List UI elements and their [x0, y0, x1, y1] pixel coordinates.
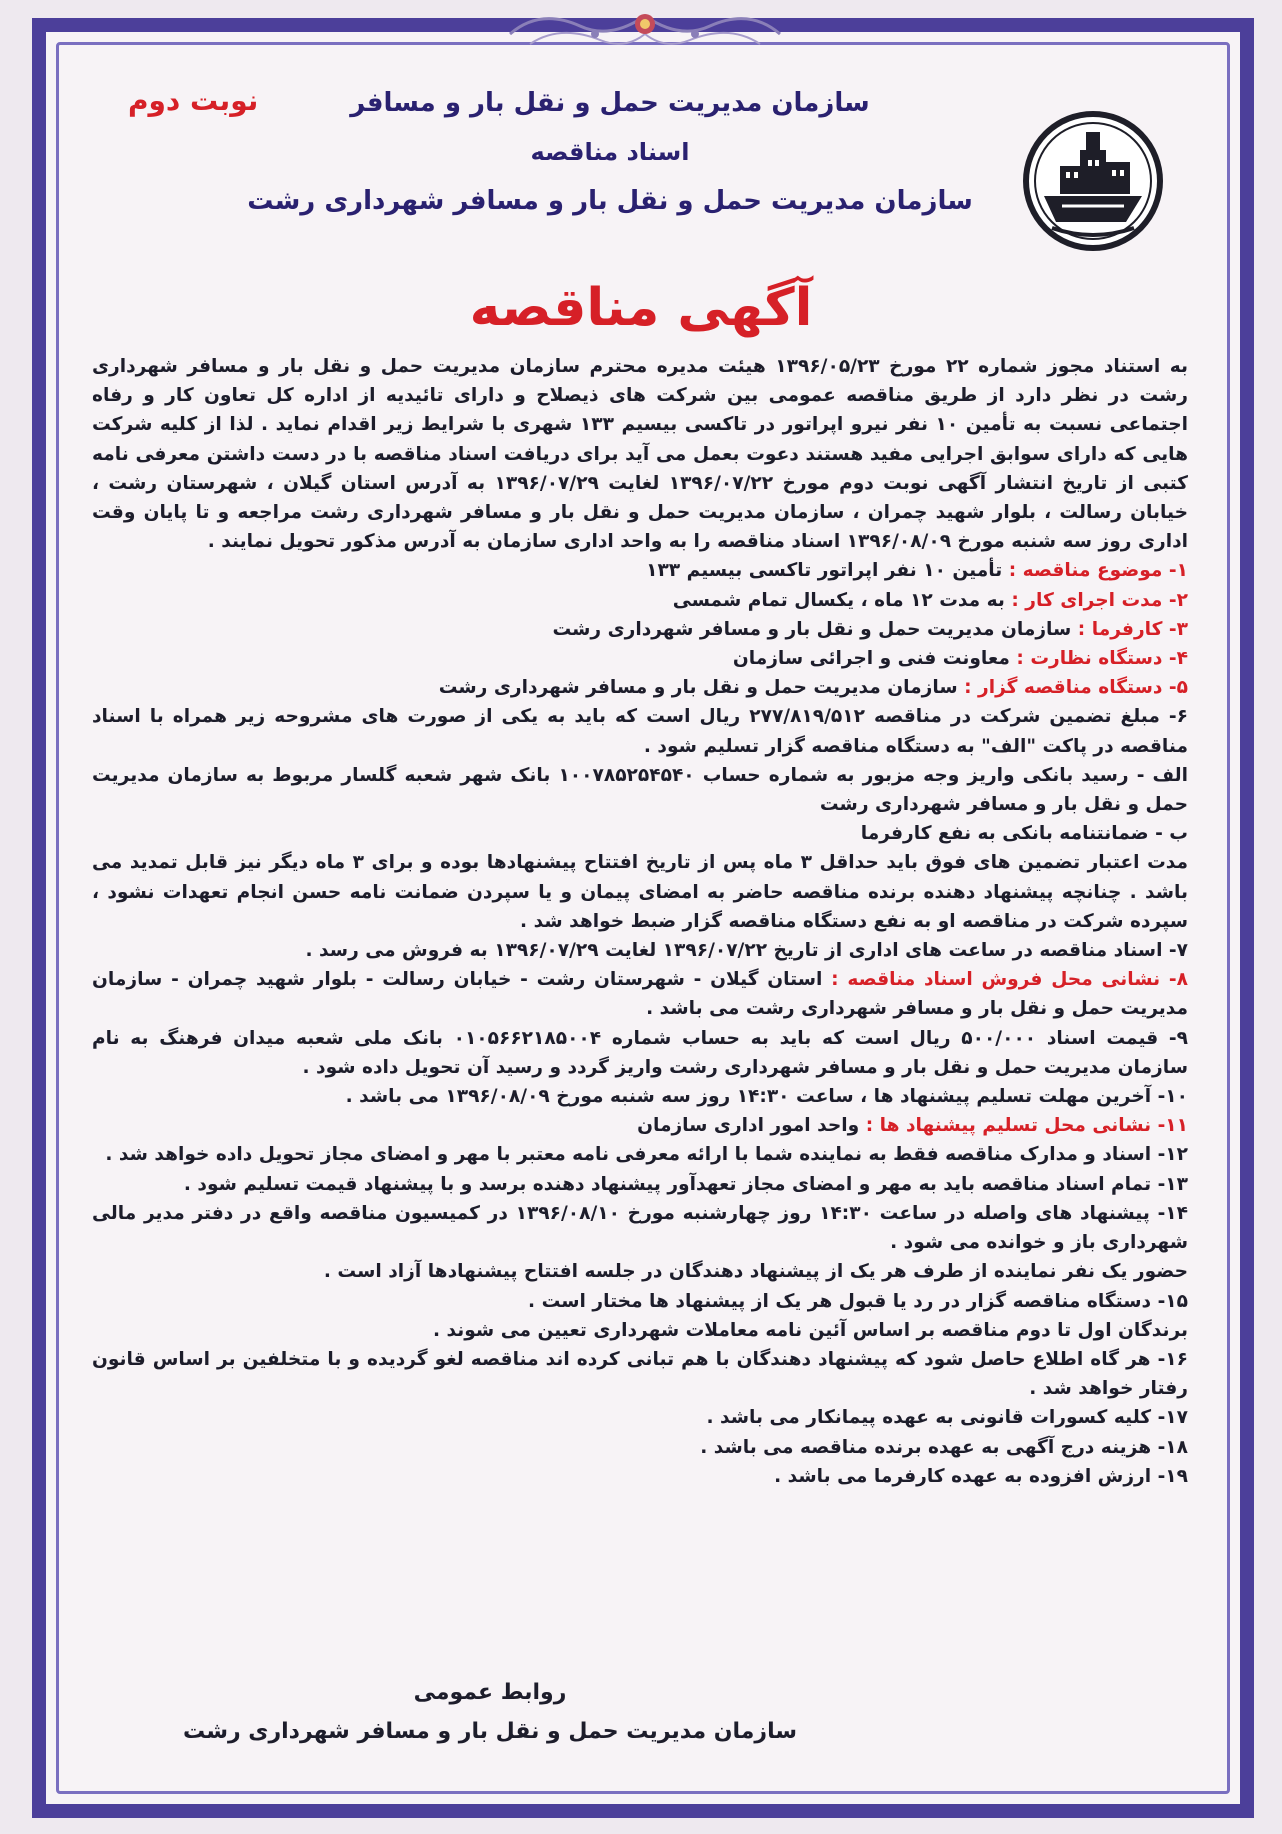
tender-item	[92, 702, 1188, 760]
org-full-line: سازمان مدیریت حمل و نقل بار و مسافر شهرداری رشت	[247, 186, 973, 216]
tender-item-label: ۳- کارفرما :	[1077, 618, 1188, 640]
tender-item	[92, 1257, 1188, 1286]
tender-item-text: استان گیلان - شهرستان رشت - خیابان رسالت - بلوار شهید چمران - سازمان مدیریت حمل و نقل بار و مسافر شهرداری رشت می باشد .	[92, 969, 1188, 1020]
tender-item-text: واحد امور اداری سازمان	[637, 1115, 866, 1137]
tender-item	[92, 673, 1188, 702]
tender-item	[92, 936, 1188, 965]
tender-item-text: ۱۲- اسناد و مدارک مناقصه فقط به نماینده شما با ارائه معرفی نامه معتبر با مهر و امضای مجاز تحویل داده خواهد شد .	[105, 1144, 1188, 1166]
tender-item	[92, 1287, 1188, 1316]
tender-item	[92, 586, 1188, 615]
tender-item	[92, 1199, 1188, 1257]
tender-item-label: ۵- دستگاه مناقصه گزار :	[964, 677, 1188, 699]
tender-item	[92, 1403, 1188, 1432]
tender-item-text: ۱۴- پیشنهاد های واصله در ساعت ۱۴:۳۰ روز چهارشنبه مورخ ۱۳۹۶/۰۸/۱۰ در کمیسیون مناقصه واقع در دفتر مدیر مالی شهرداری باز و خوانده می شود .	[92, 1202, 1188, 1254]
tender-item	[92, 1140, 1188, 1169]
header	[230, 88, 990, 216]
tender-item	[92, 615, 1188, 644]
round-badge: نوبت دوم	[128, 84, 259, 117]
org-line: سازمان مدیریت حمل و نقل بار و مسافر	[350, 88, 870, 118]
page-title: آگهی مناقصه	[469, 278, 813, 338]
tender-item	[92, 761, 1188, 819]
tender-item-label: ۸- نشانی محل فروش اسناد مناقصه :	[831, 969, 1188, 991]
tender-item-label: ۴- دستگاه نظارت :	[1016, 648, 1188, 670]
document-line: اسناد مناقصه	[530, 138, 690, 166]
tender-item-text: الف - رسید بانکی واریز وجه مزبور به شماره حساب ۱۰۰۷۸۵۲۵۴۵۴۰ بانک شهر شعبه گلسار مربوط به سازمان مدیریت حمل و نقل بار و مسافر شهرداری رشت	[92, 764, 1188, 816]
tender-item	[92, 819, 1188, 848]
tender-item	[92, 1345, 1188, 1403]
tender-item-text: برندگان اول تا دوم مناقصه بر اساس آئین نامه معاملات شهرداری تعیین می شوند .	[433, 1319, 1188, 1341]
top-ornament-icon	[500, 4, 790, 62]
tender-item-text: ۱۳- تمام اسناد مناقصه باید به مهر و امضای مجاز تعهدآور پیشنهاد دهنده برسد و با پیشنهاد قیمت تسلیم شود .	[183, 1173, 1188, 1195]
tender-item-text: ۱۸- هزینه درج آگهی به عهده برنده مناقصه می باشد .	[700, 1436, 1188, 1458]
tender-item	[92, 1111, 1188, 1140]
tender-item-text: مدت اعتبار تضمین های فوق باید حداقل ۳ ماه پس از تاریخ افتتاح پیشنهادها بوده و برای ۳ ماه دیگر نیز قابل تمدید می باشد . چنانچه پیشنهاد دهنده برنده مناقصه حاضر به امضای پیمان و یا سپردن ضمانت نامه حسن انجام تعهدات نشود ، سپرده شرکت در مناقصه او به نفع دستگاه مناقصه گزار ضبط خواهد شد .	[92, 852, 1189, 932]
tender-item	[92, 1462, 1188, 1491]
tender-item-text: تأمین ۱۰ نفر اپراتور تاکسی بیسیم ۱۳۳	[646, 560, 1009, 582]
department-name: روابط عمومی	[413, 1680, 567, 1705]
tender-item-text: ۱۰- آخرین مهلت تسلیم پیشنهاد ها ، ساعت ۱۴:۳۰ روز سه شنبه مورخ ۱۳۹۶/۰۸/۰۹ می باشد .	[345, 1086, 1188, 1108]
tender-item	[92, 1082, 1188, 1111]
intro-paragraph: به استناد مجوز شماره ۲۲ مورخ ۱۳۹۶/۰۵/۲۳ هیئت مدیره محترم سازمان مدیریت حمل و نقل بار و مسافر شهرداری رشت در نظر دارد از طریق مناقصه عمومی بین شرکت های ذیصلاح و دارای تائیدیه از اداره کل تعاون کار و رفاه اجتماعی نسبت به تأمین ۱۰ نفر نیرو اپراتور در تاکسی بیسیم ۱۳۳ شهری با شرایط زیر اقدام نماید . لذا از کلیه شرکت هایی که دارای سوابق اجرایی مفید هستند دعوت بعمل می آید برای دریافت اسناد مناقصه با در دست داشتن معرفی نامه کتبی از تاریخ انتشار آگهی نوبت دوم مورخ ۱۳۹۶/۰۷/۲۲ لغایت ۱۳۹۶/۰۷/۲۹ به آدرس استان گیلان ، شهرستان رشت ، خیابان رسالت ، بلوار شهید چمران ، سازمان مدیریت حمل و نقل بار و مسافر شهرداری رشت مراجعه و تا پایان وقت اداری روز سه شنبه مورخ ۱۳۹۶/۰۸/۰۹ اسناد مناقصه را به واحد اداری سازمان به آدرس مذکور تحویل نمایند .	[92, 356, 1189, 553]
tender-body	[92, 352, 1188, 1491]
tender-item-text: ۹- قیمت اسناد ۵۰۰/۰۰۰ ریال است که باید به حساب شماره ۰۱۰۵۶۶۲۱۸۵۰۰۴ بانک ملی شعبه میدان فرهنگ به نام سازمان مدیریت حمل و نقل بار و مسافر شهرداری رشت واریز گردد و رسید آن تحویل داده شود .	[92, 1027, 1188, 1078]
tender-item	[92, 1433, 1188, 1462]
tender-item-text: به مدت ۱۲ ماه ، یکسال تمام شمسی	[672, 589, 1012, 611]
tender-item	[92, 1024, 1188, 1082]
tender-items-list	[92, 556, 1188, 1491]
organization-name: سازمان مدیریت حمل و نقل بار و مسافر شهرداری رشت	[183, 1719, 797, 1744]
tender-item-text: ۱۷- کلیه کسورات قانونی به عهده پیمانکار می باشد .	[706, 1407, 1188, 1429]
building-ship-logo-icon	[1022, 110, 1164, 252]
tender-item-text: سازمان مدیریت حمل و نقل بار و مسافر شهرداری رشت	[438, 677, 965, 699]
tender-item-text: ۷- اسناد مناقصه در ساعت های اداری از تاریخ ۱۳۹۶/۰۷/۲۲ لغایت ۱۳۹۶/۰۷/۲۹ به فروش می رسد .	[305, 940, 1188, 962]
signature-block	[180, 1680, 800, 1744]
tender-item-text: معاونت فنی و اجرائی سازمان	[732, 648, 1017, 670]
tender-item-text: ب - ضمانتنامه بانکی به نفع کارفرما	[860, 823, 1188, 845]
tender-item	[92, 965, 1188, 1023]
tender-item	[92, 644, 1188, 673]
tender-item-text: حضور یک نفر نماینده از طرف هر یک از پیشنهاد دهندگان در جلسه افتتاح پیشنهادها آزاد است .	[323, 1261, 1188, 1283]
tender-item-text: ۱۶- هر گاه اطلاع حاصل شود که پیشنهاد دهندگان با هم تبانی کرده اند مناقصه لغو گردیده و با متخلفین بر اساس قانون رفتار خواهد شد .	[92, 1348, 1188, 1400]
tender-item-label: ۱- موضوع مناقصه :	[1008, 560, 1188, 582]
tender-item-label: ۱۱- نشانی محل تسلیم پیشنهاد ها :	[865, 1115, 1188, 1137]
tender-item-label: ۲- مدت اجرای کار :	[1011, 589, 1188, 611]
tender-item	[92, 1316, 1188, 1345]
tender-item-text: ۶- مبلغ تضمین شرکت در مناقصه ۲۷۷/۸۱۹/۵۱۲ ریال است که باید به یکی از صورت های مشروحه زیر همراه با اسناد مناقصه در پاکت "الف" به دستگاه مناقصه گزار تسلیم شود .	[92, 706, 1188, 757]
tender-item-text: سازمان مدیریت حمل و نقل بار و مسافر شهرداری رشت	[552, 618, 1078, 640]
tender-item-text: ۱۹- ارزش افزوده به عهده کارفرما می باشد .	[774, 1465, 1188, 1487]
tender-item	[92, 556, 1188, 585]
tender-item-text: ۱۵- دستگاه مناقصه گزار در رد یا قبول هر یک از پیشنهاد ها مختار است .	[528, 1290, 1188, 1312]
tender-item	[92, 1170, 1188, 1199]
tender-item	[92, 848, 1188, 936]
